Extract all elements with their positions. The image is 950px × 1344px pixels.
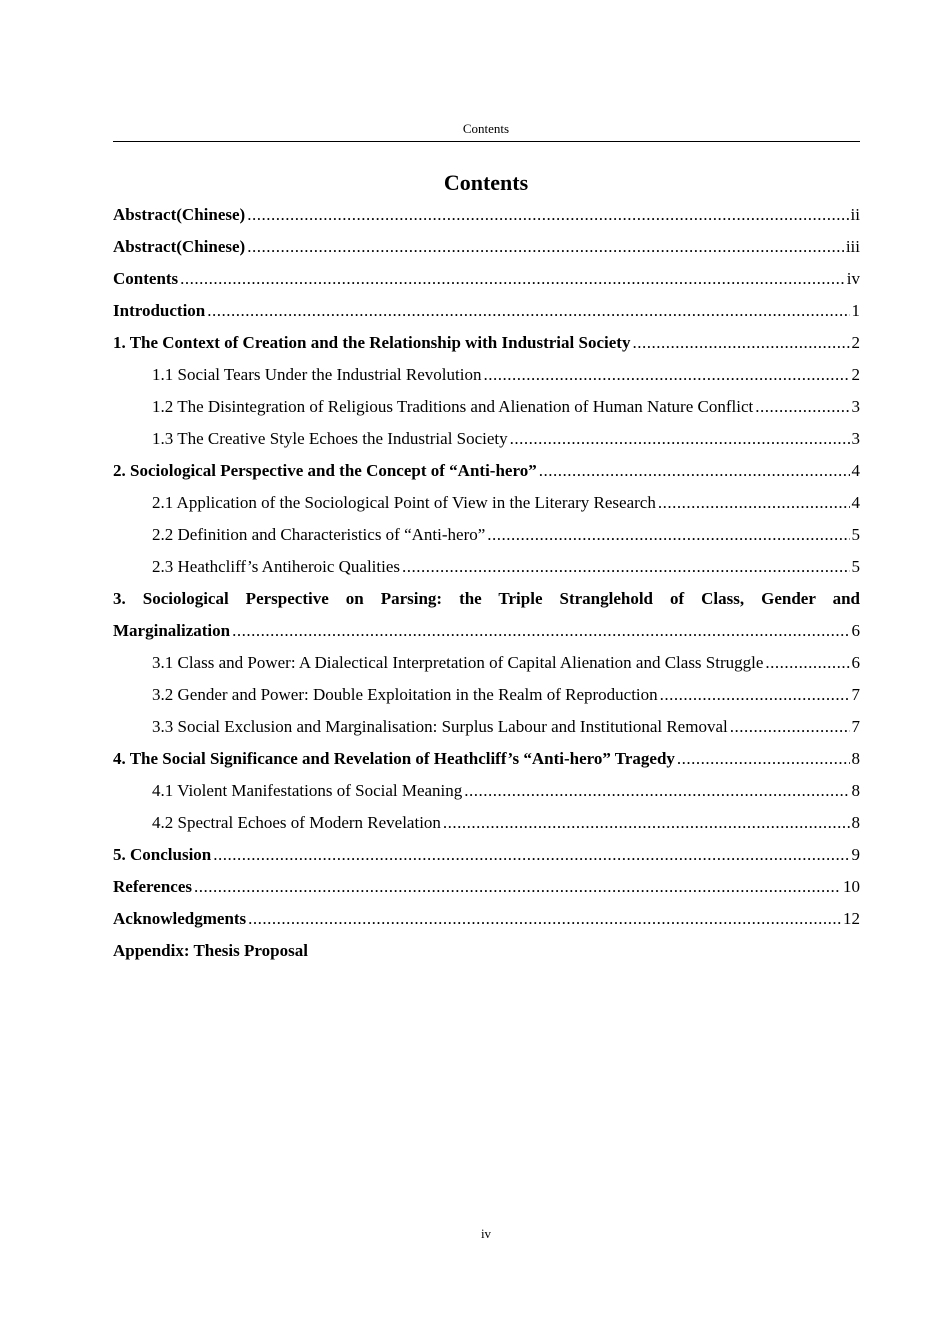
toc-entry-chapter-2[interactable]: 2. Sociological Perspective and the Concept of “Anti-hero” ..... 4	[113, 455, 860, 487]
toc-entry-section-2-1[interactable]: 2.1 Application of the Sociological Point of View in the Literary Research ..... 4	[113, 487, 860, 519]
page-title: Contents	[443, 170, 529, 195]
toc-entry-section-2-2[interactable]: 2.2 Definition and Characteristics of “Anti-hero” ..... 5	[113, 519, 860, 551]
page-number: iv	[480, 1226, 492, 1241]
toc-entry-references[interactable]: References ..... 10	[113, 871, 860, 903]
toc-entry-section-1-3[interactable]: 1.3 The Creative Style Echoes the Industrial Society ..... 3	[113, 423, 860, 455]
toc-entry-abstract-chinese-1[interactable]: Abstract(Chinese) ..... ii	[113, 199, 860, 231]
toc-entry-conclusion[interactable]: 5. Conclusion ..... 9	[113, 839, 860, 871]
toc-entry-acknowledgments[interactable]: Acknowledgments ..... 12	[113, 903, 860, 935]
toc-entry-section-2-3[interactable]: 2.3 Heathcliff’s Antiheroic Qualities ..... 5	[113, 551, 860, 583]
toc-entry-chapter-4[interactable]: 4. The Social Significance and Revelation of Heathcliff’s “Anti-hero” Tragedy ..... 8	[113, 743, 860, 775]
toc-entry-chapter-1[interactable]: 1. The Context of Creation and the Relationship with Industrial Society ..... 2	[113, 327, 860, 359]
toc-entry-section-1-1[interactable]: 1.1 Social Tears Under the Industrial Revolution ..... 2	[113, 359, 860, 391]
toc-entry-chapter-3-line-1[interactable]: 3. Sociological Perspective on Parsing: the Triple Stranglehold of Class, Gender and	[113, 589, 860, 608]
toc-entry-section-3-3[interactable]: 3.3 Social Exclusion and Marginalisation: Surplus Labour and Institutional Removal ..... 7	[113, 711, 860, 743]
table-of-contents	[113, 199, 860, 967]
toc-entry-section-1-2[interactable]: 1.2 The Disintegration of Religious Traditions and Alienation of Human Nature Conflict ..... 3	[113, 391, 860, 423]
toc-entry-introduction[interactable]: Introduction ..... 1	[113, 295, 860, 327]
toc-entry-abstract-chinese-2[interactable]: Abstract(Chinese) ..... iii	[113, 231, 860, 263]
toc-entry-section-4-1[interactable]: 4.1 Violent Manifestations of Social Meaning ..... 8	[113, 775, 860, 807]
header-rule	[113, 141, 860, 142]
toc-entry-section-4-2[interactable]: 4.2 Spectral Echoes of Modern Revelation ..... 8	[113, 807, 860, 839]
toc-entry-chapter-3-line-2[interactable]: Marginalization ..... 6	[113, 615, 860, 647]
running-header: Contents	[462, 121, 510, 136]
toc-entry-appendix[interactable]: Appendix: Thesis Proposal	[113, 941, 308, 960]
toc-entry-section-3-1[interactable]: 3.1 Class and Power: A Dialectical Interpretation of Capital Alienation and Class Struggle ..... 6	[113, 647, 860, 679]
toc-entry-section-3-2[interactable]: 3.2 Gender and Power: Double Exploitation in the Realm of Reproduction ..... 7	[113, 679, 860, 711]
toc-entry-contents[interactable]: Contents ..... iv	[113, 263, 860, 295]
